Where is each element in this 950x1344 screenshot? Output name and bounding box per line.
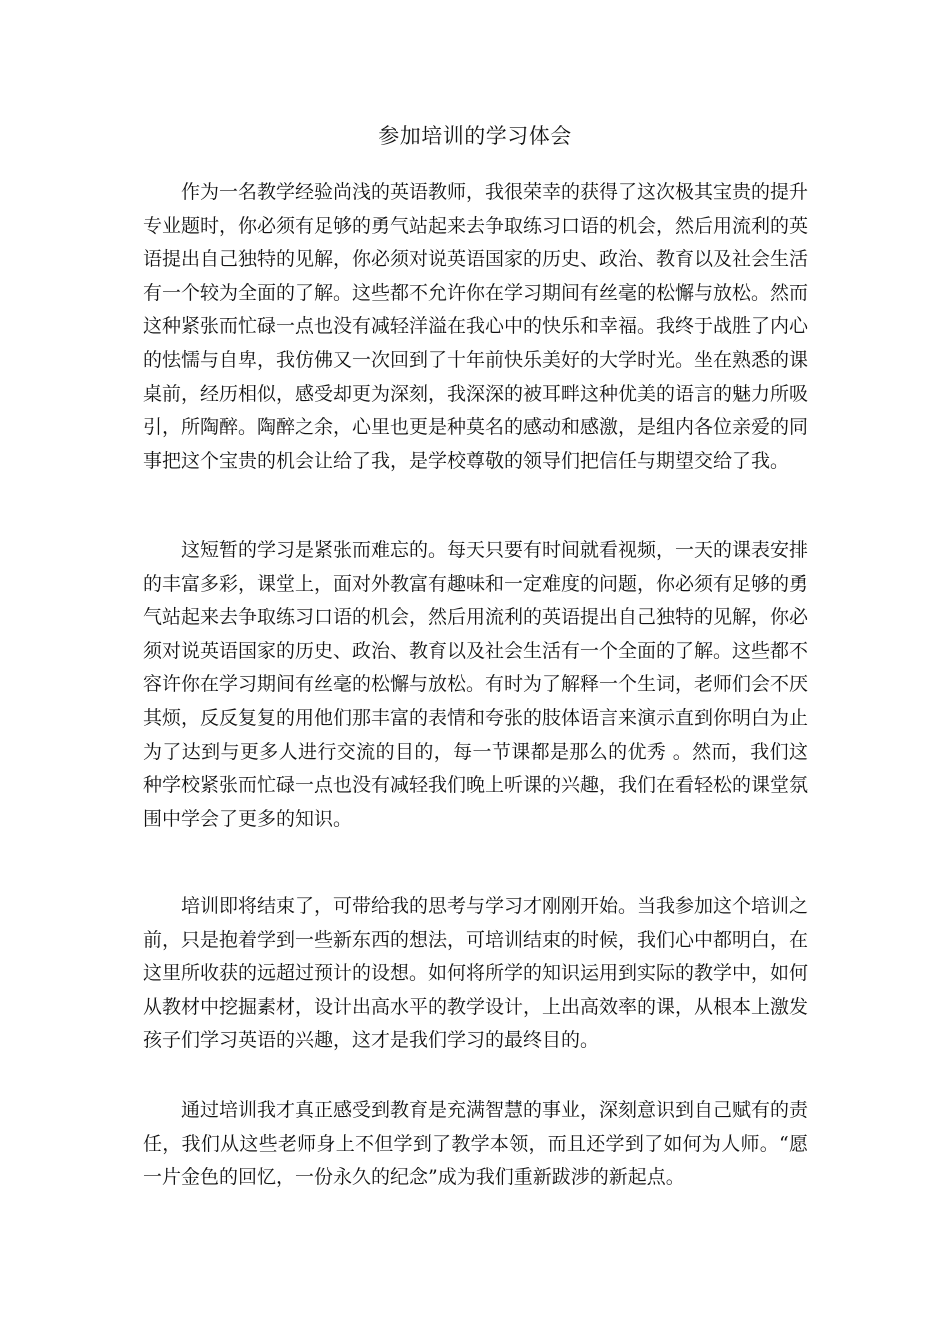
paragraph-3: 培训即将结束了，可带给我的思考与学习才刚刚开始。当我参加这个培训之前，只是抱着学到一些新东西的想法，可培训结束的时候，我们心中都明白，在这里所收获的远超过预计的设想。如何将所学的知识运用到实际的教学中，如何从教材中挖掘素材，设计出高水平的教学设计，上出高效率的课，从根本上激发孩子们学习英语的兴趣，这才是我们学习的最终目的。 (143, 895, 809, 1052)
paragraph-2: 这短暂的学习是紧张而难忘的。每天只要有时间就看视频，一天的课表安排的丰富多彩，课堂上，面对外教富有趣味和一定难度的问题，你必须有足够的勇气站起来去争取练习口语的机会，然后用流利的英语提出自己独特的见解，你必须对说英语国家的历史、政治、教育以及社会生活有一个全面的了解。这些都不容许你在学习期间有丝毫的松懈与放松。有时为了解释一个生词，老师们会不厌其烦，反反复复的用他们那丰富的表情和夸张的肢体语言来演示直到你明白为止为了达到与更多人进行交流的目的，每一节课都是那么的优秀 。然而，我们这种学校紧张而忙碌一点也没有减轻我们晚上听课的兴趣，我们在看轻松的课堂氛围中学会了更多的知识。 (143, 539, 809, 830)
paragraph-1: 作为一名教学经验尚浅的英语教师，我很荣幸的获得了这次极其宝贵的提升专业题时，你必须有足够的勇气站起来去争取练习口语的机会，然后用流利的英语提出自己独特的见解，你必须对说英语国家的历史、政治、教育以及社会生活有一个较为全面的了解。这些都不允许你在学习期间有丝毫的松懈与放松。然而这种紧张而忙碌一点也没有减轻洋溢在我心中的快乐和幸福。我终于战胜了内心的怯懦与自卑，我仿佛又一次回到了十年前快乐美好的大学时光。坐在熟悉的课桌前，经历相似，感受却更为深刻，我深深的被耳畔这种优美的语言的魅力所吸引，所陶醉。陶醉之余，心里也更是种莫名的感动和感激，是组内各位亲爱的同事把这个宝贵的机会让给了我，是学校尊敬的领导们把信任与期望交给了我。 (143, 181, 809, 472)
paragraph-4: 通过培训我才真正感受到教育是充满智慧的事业，深刻意识到自己赋有的责任，我们从这些老师身上不但学到了教学本领，而且还学到了如何为人师。“愿一片金色的回忆，一份永久的纪念”成为我们重新跋涉的新起点。 (143, 1099, 809, 1189)
document-title: 参加培训的学习体会 (378, 124, 572, 148)
